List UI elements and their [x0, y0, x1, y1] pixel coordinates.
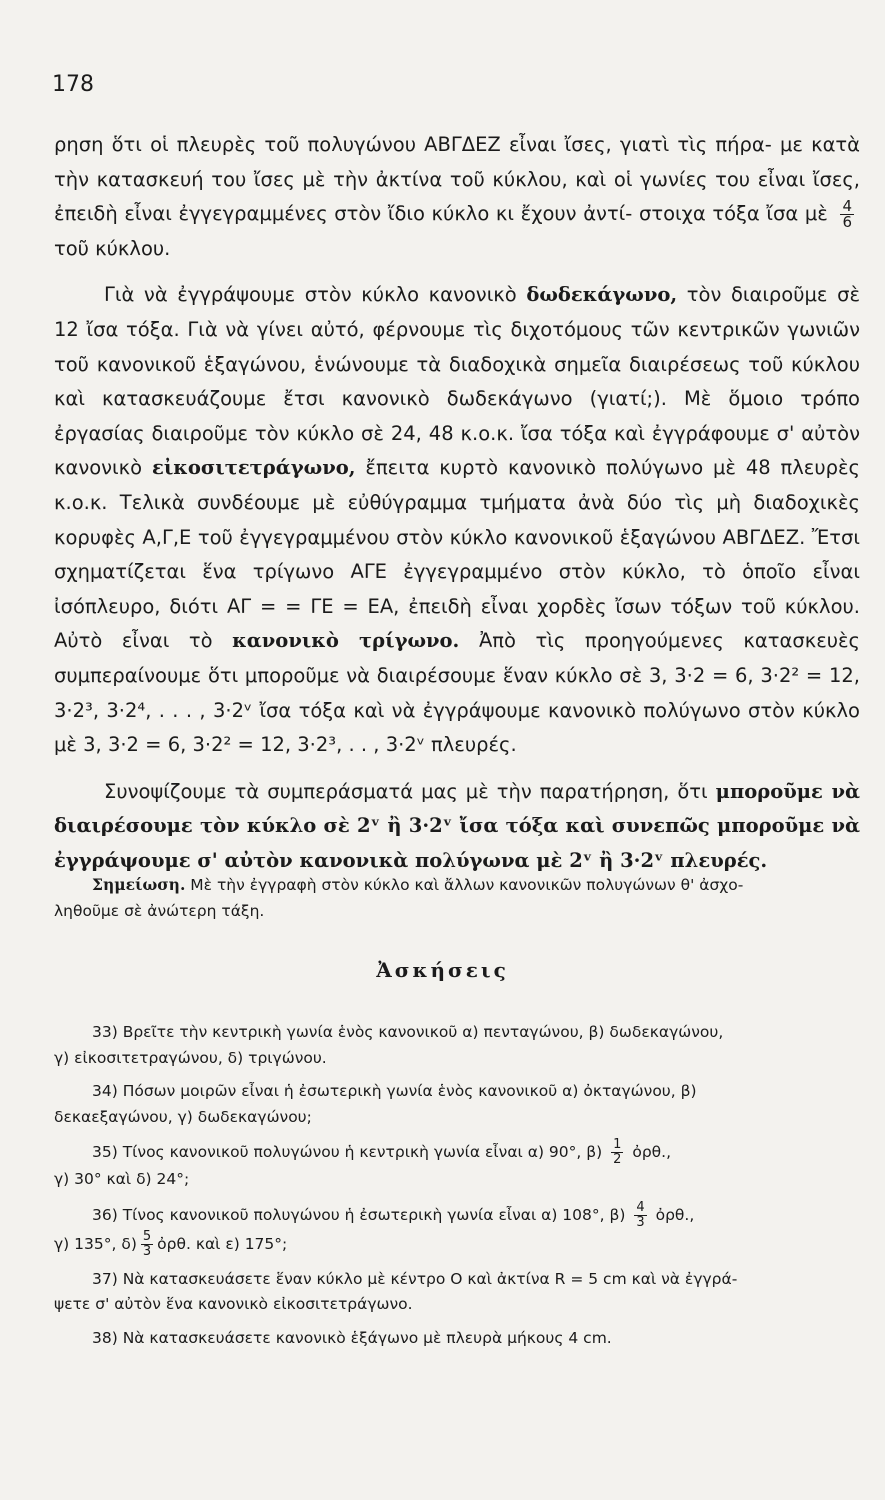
- ex36-line2: [54, 1230, 860, 1259]
- ex35-line1-end: ὀρθ.,: [632, 1143, 672, 1161]
- exercise-33: [54, 1020, 860, 1071]
- note-line1: [92, 872, 860, 898]
- ex35-line2: γ) 30° καὶ δ) 24°;: [54, 1170, 190, 1188]
- fraction-4-3: [634, 1201, 646, 1230]
- frac-den: 3: [636, 1214, 645, 1230]
- p2-text-d: Ἀπὸ τὶς προηγούμενες κατασκευὲς συμπεραίνουμε ὅτι μποροῦμε νὰ διαιρέσουμε ἕναν κύκλο σὲ 3, 3·2 = 6, 3·2² = 12, 3·2³, 3·2⁴, . . . , 3·2ᵛ ἴσα τόξα καὶ νὰ ἐγγράψουμε κανονικὸ πολύγωνο στὸν κύκλο μὲ 3, 3·2 = 6, 3·2² = 12, 3·2³, . . , 3·2ᵛ πλευρές.: [54, 629, 861, 757]
- paragraph-3: [54, 775, 860, 879]
- exercise-36: [54, 1201, 860, 1259]
- exercise-37: [54, 1267, 860, 1318]
- ex33-line1: 33) Βρεῖτε τὴν κεντρικὴ γωνία ἑνὸς κανονικοῦ α) πενταγώνου, β) δωδεκαγώνου,: [92, 1023, 724, 1041]
- ex36-line2b: ὀρθ. καὶ ε) 175°;: [157, 1234, 288, 1253]
- frac-den: 3: [142, 1243, 152, 1259]
- p1-line4b: τοῦ κύκλου.: [54, 236, 171, 260]
- page-number: 178: [52, 72, 94, 97]
- exercise-35: [54, 1138, 860, 1193]
- frac-num: 4: [842, 197, 853, 216]
- fraction-4-6: [840, 199, 854, 230]
- p2-text-b: τὸν διαιροῦμε σὲ 12 ἴσα τόξα. Γιὰ νὰ γίνει αὐτό, φέρνουμε τὶς διχοτόμους τῶν κεντρικῶν γωνιῶν τοῦ κανονικοῦ ἑξαγώνου, ἑνώνουμε τὰ διαδοχικὰ σημεῖα διαιρέσεως τοῦ κύκλου καὶ κατασκευάζουμε ἔτσι κανονικὸ δωδεκάγωνο (γιατί;). Μὲ ὅμοιο τρόπο ἐργασίας διαιροῦμε τὸν κύκλο σὲ 24, 48 κ.ο.κ. ἴσα τόξα καὶ ἐγγράφουμε σ' αὐτὸν κανονικὸ: [54, 283, 860, 480]
- p3-bold-conclusion: μποροῦμε νὰ διαιρέσουμε τὸν κύκλο σὲ 2ᵛ ἢ 3·2ᵛ ἴσα τόξα καὶ συνεπῶς μποροῦμε νὰ ἐγγράψουμε σ' αὐτὸν κανονικὰ πολύγωνα μὲ 2ᵛ ἢ 3·2ᵛ πλευρές.: [54, 779, 860, 872]
- p1-line4a: στοιχα τόξα ἴσα μὲ: [638, 202, 828, 226]
- ex38-line1: 38) Νὰ κατασκευάσετε κανονικὸ ἑξάγωνο μὲ πλευρὰ μήκους 4 cm.: [92, 1328, 612, 1347]
- ex36-line1-end: ὀρθ.,: [655, 1205, 695, 1224]
- ex37-line2: ψετε σ' αὐτὸν ἕνα κανονικὸ εἰκοσιτετράγωνο.: [54, 1295, 413, 1313]
- frac-num: 4: [636, 1199, 645, 1215]
- exercises-list: [54, 1020, 860, 1359]
- p2-bold-icositetragon: εἰκοσιτετράγωνο,: [151, 456, 356, 480]
- p1-line2: με κατὰ τὴν κατασκευή του ἴσες μὲ τὴν ἀκτίνα τοῦ κύκλου, καὶ οἱ γωνίες: [54, 133, 861, 191]
- p2-bold-dodecagon: δωδεκάγωνο,: [526, 283, 678, 307]
- note-label: Σημείωση.: [92, 875, 186, 894]
- fraction-5-3: [141, 1230, 153, 1259]
- frac-den: 2: [613, 1152, 622, 1167]
- frac-num: 1: [613, 1137, 622, 1152]
- p2-text-a: Γιὰ νὰ ἐγγράψουμε στὸν κύκλο κανονικὸ: [104, 283, 517, 307]
- exercise-34: [54, 1079, 860, 1130]
- ex34-line2: δεκαεξαγώνου, γ) δωδεκαγώνου;: [54, 1107, 312, 1126]
- frac-den: 6: [842, 213, 853, 232]
- frac-num: 5: [142, 1228, 152, 1244]
- ex36-line2a: γ) 135°, δ): [54, 1234, 137, 1253]
- p2-bold-triangle: κανονικὸ τρίγωνο.: [232, 629, 460, 653]
- fraction-1-2: [611, 1138, 623, 1167]
- ex36-line1: 36) Τίνος κανονικοῦ πολυγώνου ἡ ἐσωτερικὴ γωνία εἶναι α) 108°, β): [92, 1205, 626, 1224]
- main-text: [54, 128, 860, 878]
- note: [54, 872, 860, 924]
- note-text-a: Μὲ τὴν ἐγγραφὴ στὸν κύκλο καὶ ἄλλων κανονικῶν πολυγώνων θ' ἀσχο-: [190, 876, 744, 894]
- ex35-line1: 35) Τίνος κανονικοῦ πολυγώνου ἡ κεντρικὴ γωνία εἶναι α) 90°, β): [92, 1143, 603, 1161]
- note-text-b: ληθοῦμε σὲ ἀνώτερη τάξη.: [54, 902, 265, 920]
- exercise-38: [54, 1326, 860, 1352]
- p3-text-a: Συνοψίζουμε τὰ συμπεράσματά μας μὲ τὴν παρατήρηση, ὅτι: [104, 779, 708, 803]
- ex37-line1: 37) Νὰ κατασκευάσετε ἕναν κύκλο μὲ κέντρο Ο καὶ ἀκτίνα R = 5 cm καὶ νὰ ἐγγρά-: [92, 1269, 738, 1288]
- ex33-line2: γ) εἰκοσιτετραγώνου, δ) τριγώνου.: [54, 1048, 327, 1067]
- paragraph-2: [54, 278, 860, 762]
- ex34-line1: 34) Πόσων μοιρῶν εἶναι ἡ ἐσωτερικὴ γωνία ἑνὸς κανονικοῦ α) ὀκταγώνου, β): [92, 1082, 697, 1100]
- exercises-heading: Ἀσκήσεις: [376, 958, 509, 982]
- p1-line3: του εἶναι ἴσες, ἐπειδὴ εἶναι ἐγγεγραμμένες στὸν ἴδιο κύκλο κι ἔχουν ἀντί-: [54, 167, 860, 226]
- p2-text-c: ἔπειτα κυρτὸ κανονικὸ πολύγωνο μὲ 48 πλευρὲς κ.ο.κ. Τελικὰ συνδέουμε μὲ εὐθύγραμμα τμήματα ἀνὰ δύο τὶς μὴ διαδοχικὲς κορυφὲς Α,Γ,Ε τοῦ ἐγγεγραμμένου στὸν κύκλο κανονικοῦ ἑξαγώνου ΑΒΓΔΕΖ. Ἔτσι σχηματίζεται ἕνα τρίγωνο ΑΓΕ ἐγγεγραμμένο στὸν κύκλο, τὸ ὁποῖο εἶναι ἰσόπλευρο, διότι ΑΓ = = ΓΕ = ΕΑ, ἐπειδὴ εἶναι χορδὲς ἴσων τόξων τοῦ κύκλου. Αὐτὸ εἶναι τὸ: [54, 456, 860, 653]
- p1-line1: ρηση ὅτι οἱ πλευρὲς τοῦ πολυγώνου ΑΒΓΔΕΖ εἶναι ἴσες, γιατὶ τὶς πήρα-: [54, 133, 772, 156]
- paragraph-1: [54, 128, 860, 266]
